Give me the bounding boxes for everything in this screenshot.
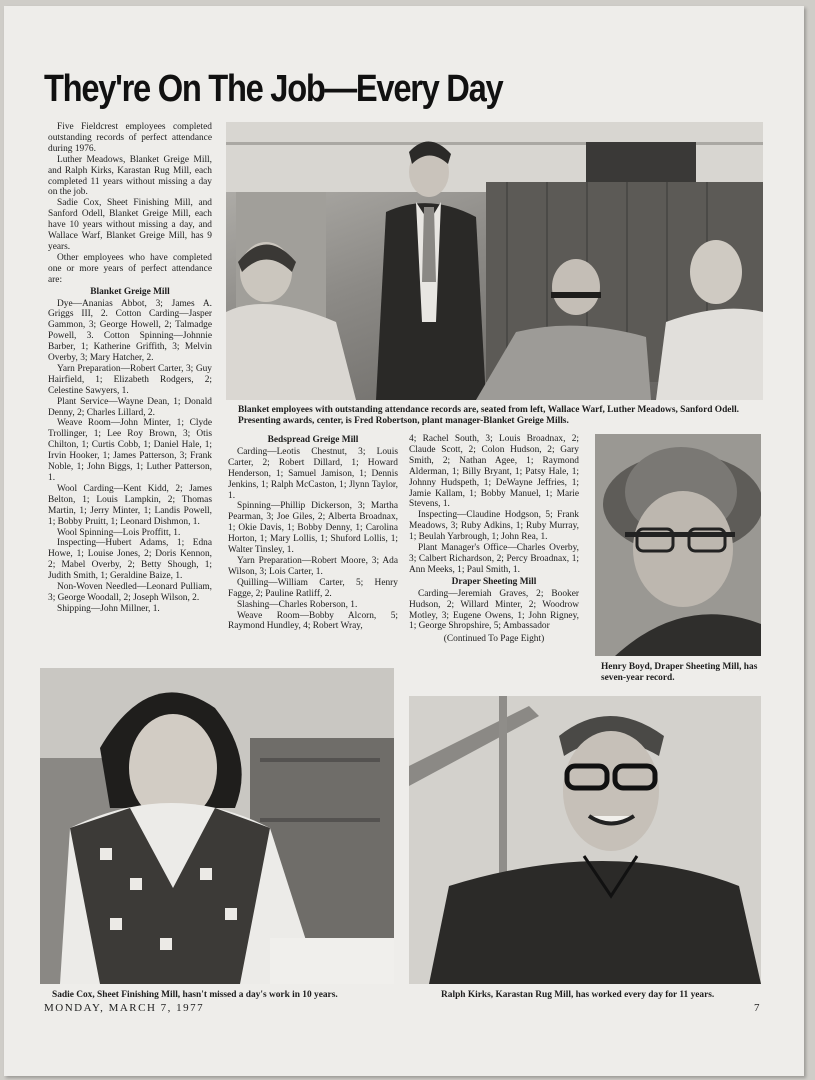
- article-paragraph: Plant Service—Wayne Dean, 1; Donald Denny, 2; Charles Lillard, 2.: [48, 396, 212, 418]
- article-paragraph: Inspecting—Claudine Hodgson, 5; Frank Meadows, 3; Ruby Adkins, 1; Ruby Murray, 1; Beulah Yarbrough, 1; John Rea, 1.: [409, 510, 579, 543]
- photo-blanket-employees: [226, 122, 763, 400]
- article-paragraph: Sadie Cox, Sheet Finishing Mill, and Sanford Odell, Blanket Greige Mill, each have 10 years without missing a day, and Wallace Warf, Blanket Greige Mill, has 9 years.: [48, 198, 212, 252]
- article-paragraph: Luther Meadows, Blanket Greige Mill, and Ralph Kirks, Karastan Rug Mill, each completed 11 years without missing a day on the job.: [48, 154, 212, 198]
- article-paragraph: Spinning—Phillip Dickerson, 3; Martha Pearman, 3; Joe Giles, 2; Alberta Broadnax, 1; Okie Davis, 1; Bobby Denny, 1; Carolina Horton, 1; Mary Lollis, 1; Shuford Lollis, 1; Walter Tinsley, 1.: [228, 501, 398, 556]
- article-paragraph: Plant Manager's Office—Charles Overby, 3; Calbert Richardson, 2; Percy Broadnax, 1; Ann Meeks, 1; Paul Smith, 1.: [409, 543, 579, 575]
- caption-sadie-cox: Sadie Cox, Sheet Finishing Mill, hasn't missed a day's work in 10 years.: [52, 990, 338, 1000]
- section-heading: Blanket Greige Mill: [90, 286, 170, 297]
- article-paragraph: Yarn Preparation—Robert Moore, 3; Ada Wilson, 3; Lois Carter, 1.: [228, 555, 398, 577]
- article-column-2: [228, 434, 398, 632]
- article-paragraph: Inspecting—Hubert Adams, 1; Edna Howe, 1; Louise Jones, 2; Doris Kennon, 2; Mabel Overby, 2; Betty Shough, 1; Judith Smith, 1; Geraldine Baize, 1.: [48, 538, 212, 582]
- headline: They're On The Job—Every Day: [44, 68, 503, 110]
- page-number: 7: [754, 1002, 761, 1014]
- newspaper-page: [4, 6, 804, 1076]
- article-paragraph: Carding—Jeremiah Graves, 2; Booker Hudson, 2; Willard Minter, 2; Woodrow Motley, 3; Eugene Owens, 1; John Rigney, 1; George Shropshire, 5; Ambassador: [409, 588, 579, 632]
- article-paragraph: Quilling—William Carter, 5; Henry Fagge, 2; Pauline Ratliff, 2.: [228, 577, 398, 599]
- photo-henry-boyd: [595, 434, 761, 656]
- article-column-3: [409, 434, 579, 645]
- article-paragraph: Weave Room—Bobby Alcorn, 5; Raymond Hundley, 4; Robert Wray,: [228, 610, 398, 632]
- photo-sadie-cox: [40, 668, 394, 984]
- article-paragraph: 4; Rachel South, 3; Louis Broadnax, 2; Claude Scott, 2; Colon Hudson, 2; Gary Smith, 2; Nathan Agee, 1; Raymond Alderman, 1; Billy Bryant, 1; Patsy Hale, 1; Johnny Hudspeth, 1; DeWayne Jeffries, 1; Jamie Kallam, 1; Bobby Manuel, 1; Marie Stevens, 1.: [409, 434, 579, 510]
- continued-note: (Continued To Page Eight): [443, 634, 545, 645]
- caption-ralph-kirks: Ralph Kirks, Karastan Rug Mill, has worked every day for 11 years.: [441, 990, 715, 1000]
- section-heading: Bedspread Greige Mill: [267, 435, 359, 445]
- article-paragraph: Shipping—John Millner, 1.: [57, 603, 160, 614]
- article-paragraph: Non-Woven Needled—Leonard Pulliam, 3; George Woodall, 2; Joseph Wilson, 2.: [48, 582, 212, 603]
- article-paragraph: Other employees who have completed one or more years of perfect attendance are:: [48, 252, 212, 285]
- article-paragraph: Weave Room—John Minter, 1; Clyde Trollinger, 1; Lee Roy Brown, 3; Otis Chilton, 1; Curtis Cobb, 1; Daniel Hale, 1; Irvin Hooker, 1; James Patterson, 3; Frank Noble, 1; John Biggs, 1; Luther Patterson, 1.: [48, 418, 212, 483]
- article-paragraph: Wool Spinning—Lois Proffitt, 1.: [57, 527, 181, 538]
- section-heading: Draper Sheeting Mill: [451, 576, 537, 587]
- caption-top-photo: Blanket employees with outstanding attendance records are, seated from left, Wallace Warf, Luther Meadows, Sanford Odell. Presenting awards, center, is Fred Robertson, plant manager-Blanket Greige Mills.: [238, 405, 740, 426]
- article-paragraph: Carding—Leotis Chestnut, 3; Louis Carter, 2; Robert Dillard, 1; Howard Henderson, 1; Samuel Jamison, 1; Dennis Jenkins, 1; Ralph McCaston, 1; Jlynn Taylor, 1.: [228, 446, 398, 501]
- article-paragraph: Dye—Ananias Abbot, 3; James A. Griggs III, 2. Cotton Carding—Jasper Gammon, 3; George Howell, 2; Talmadge Powell, 3. Cotton Spinning—Johnnie Barber, 1; Katherine Griffith, 3; Melvin Overby, 3; Mary Hatcher, 2.: [48, 298, 212, 364]
- article-paragraph: Slashing—Charles Roberson, 1.: [237, 599, 358, 610]
- photo-ralph-kirks: [409, 696, 761, 984]
- article-paragraph: Yarn Preparation—Robert Carter, 3; Guy Hairfield, 1; Elizabeth Rodgers, 2; Celestine Sawyers, 1.: [48, 363, 212, 396]
- article-paragraph: Wool Carding—Kent Kidd, 2; James Belton, 1; Louis Lampkin, 2; Thomas Martin, 1; Jerry Minter, 1; Landis Powell, 1; Bobby Pruitt, 1; Leonard Dishmon, 1.: [48, 483, 212, 527]
- article-paragraph: Five Fieldcrest employees completed outstanding records of perfect attendance during 1976.: [48, 122, 212, 154]
- caption-henry-boyd: Henry Boyd, Draper Sheeting Mill, has seven-year record.: [601, 662, 758, 683]
- footer-date: MONDAY, MARCH 7, 1977: [44, 1002, 205, 1014]
- article-column-1: [48, 122, 212, 615]
